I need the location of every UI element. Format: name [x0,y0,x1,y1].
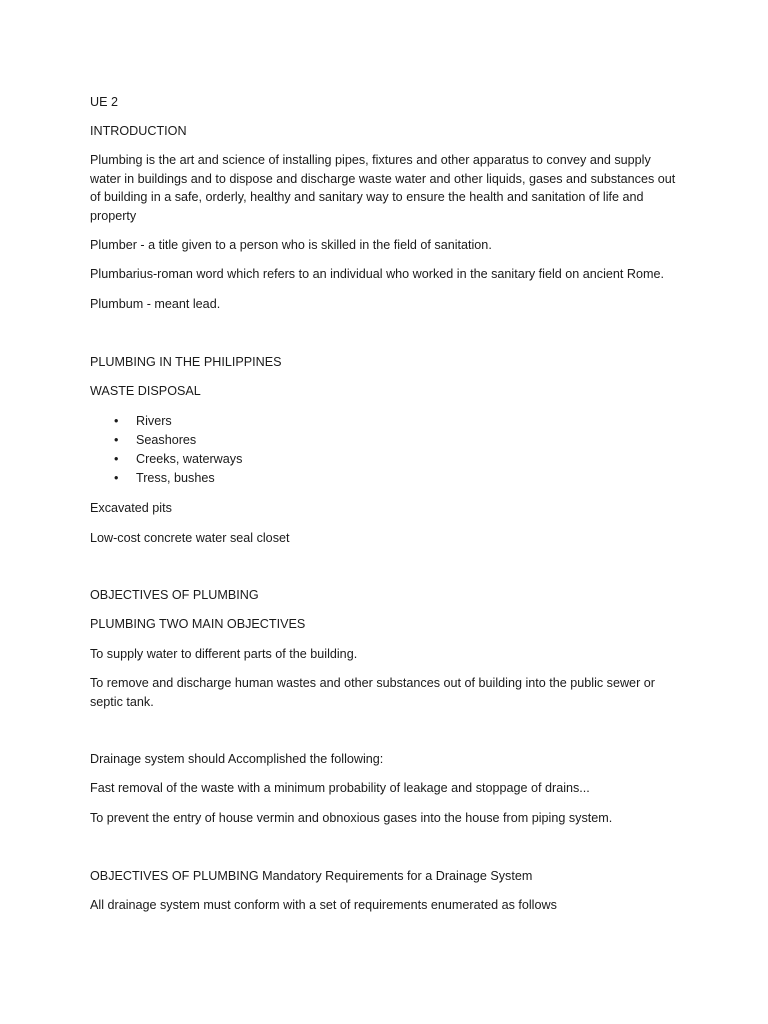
introduction-heading: INTRODUCTION [90,124,187,138]
unit-label: UE 2 [90,95,118,109]
two-main-objectives-heading: PLUMBING TWO MAIN OBJECTIVES [90,617,306,631]
list-item-label: Rivers [136,414,172,428]
mandatory-requirements-heading: OBJECTIVES OF PLUMBING Mandatory Requirements for a Drainage System [90,869,533,883]
plumbarius-definition: Plumbarius-roman word which refers to an individual who worked in the sanitary field on ancient Rome. [90,267,664,281]
bullet-icon: • [114,452,119,466]
bullet-icon: • [114,433,119,447]
waste-disposal-heading: WASTE DISPOSAL [90,384,201,398]
philippines-heading: PLUMBING IN THE PHILIPPINES [90,355,282,369]
bullet-icon: • [114,471,119,485]
drainage-fast-removal: Fast removal of the waste with a minimum probability of leakage and stoppage of drains... [90,781,590,795]
plumbing-definition-paragraph: Plumbing is the art and science of installing pipes, fixtures and other apparatus to convey and supply water in buildings and to dispose and discharge waste water and other liquids, gases and substances out of building in a safe, orderly, healthy and sanitary way to ensure the health and sanitation of life and property [90,153,676,223]
objective-remove-waste: To remove and discharge human wastes and other substances out of building into the public sewer or septic tank. [90,676,655,709]
drainage-intro: Drainage system should Accomplished the following: [90,752,384,766]
plumber-definition: Plumber - a title given to a person who is skilled in the field of sanitation. [90,238,492,252]
list-item-label: Seashores [136,433,197,447]
bullet-icon: • [114,414,119,428]
plumbum-definition: Plumbum - meant lead. [90,297,221,311]
list-item-label: Creeks, waterways [136,452,243,466]
drainage-prevent-entry: To prevent the entry of house vermin and obnoxious gases into the house from piping system. [90,811,613,825]
objectives-heading: OBJECTIVES OF PLUMBING [90,588,259,602]
objective-supply-water: To supply water to different parts of the building. [90,647,358,661]
water-seal-closet: Low-cost concrete water seal closet [90,531,290,545]
excavated-pits: Excavated pits [90,501,172,515]
list-item-label: Tress, bushes [136,471,215,485]
conform-statement: All drainage system must conform with a set of requirements enumerated as follows [90,898,557,912]
